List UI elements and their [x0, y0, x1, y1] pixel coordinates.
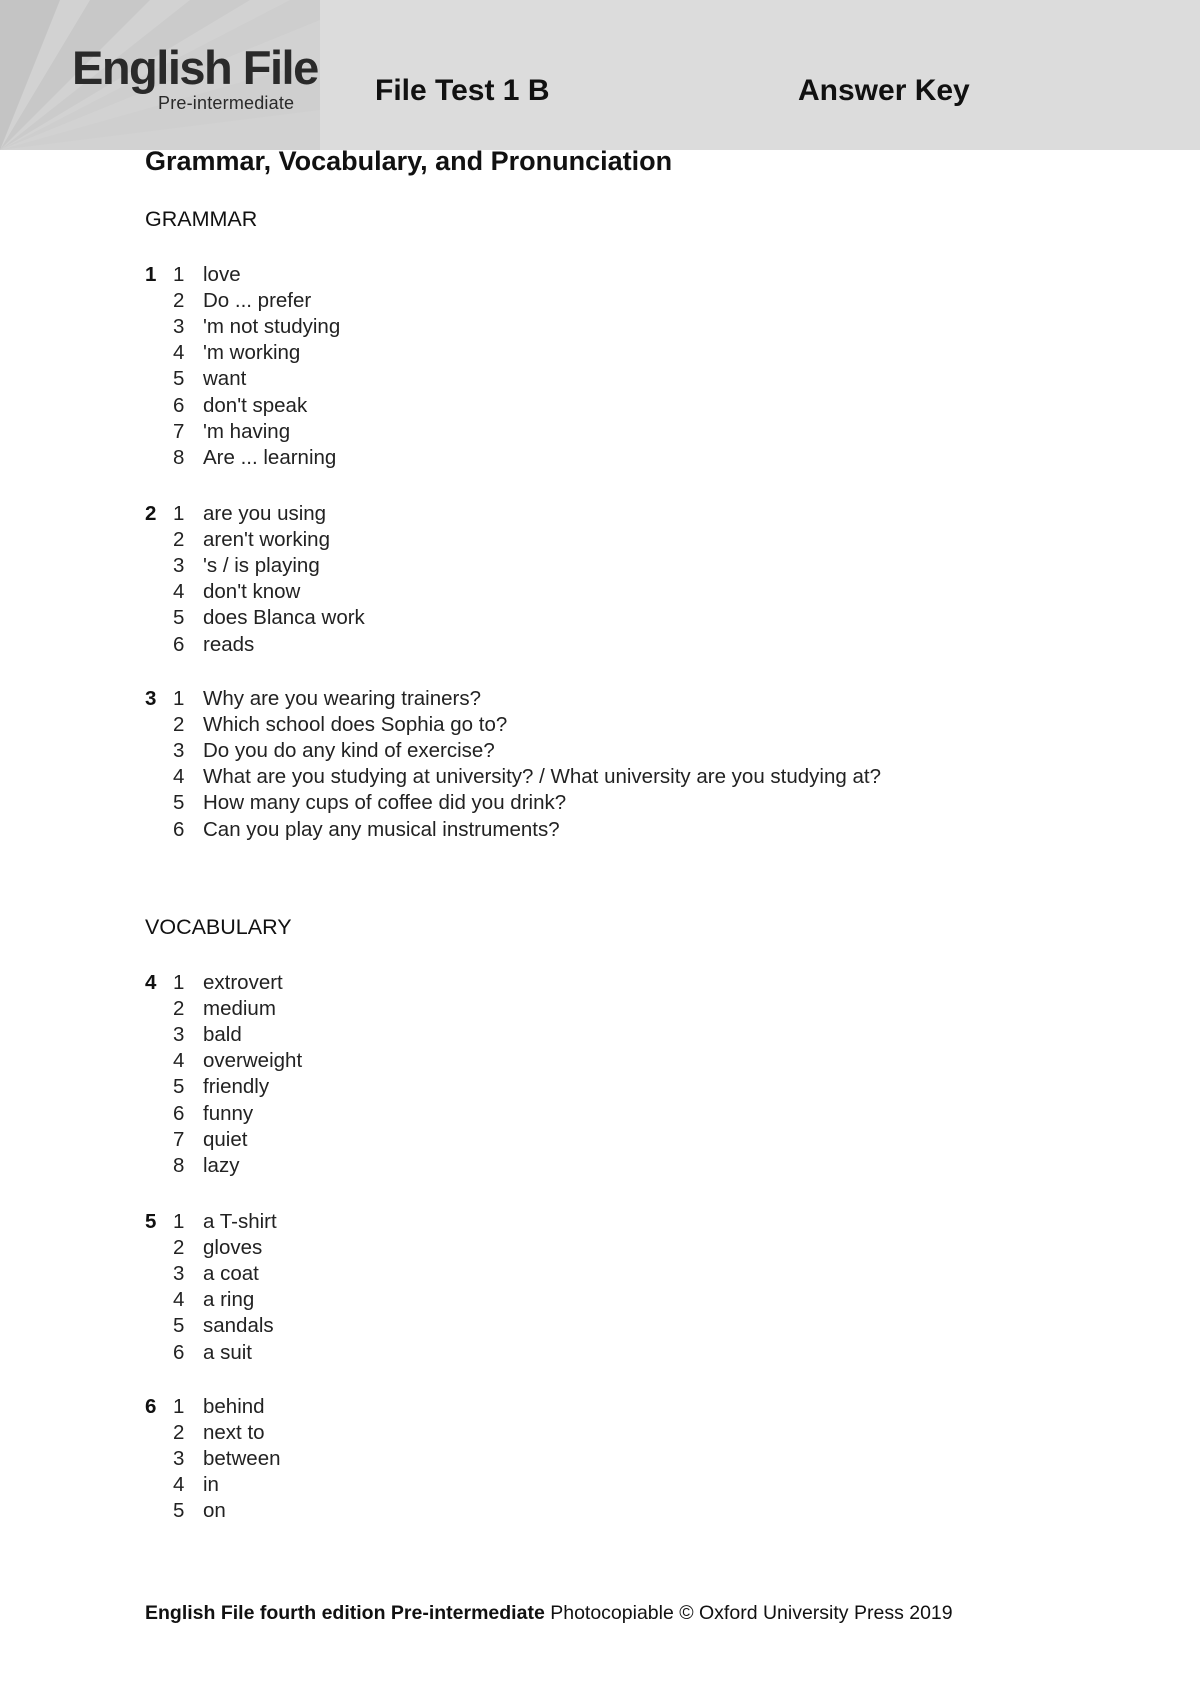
answer-row	[145, 738, 881, 764]
item-number: 5	[173, 1314, 185, 1338]
item-number: 3	[173, 1447, 185, 1471]
answer-text: a suit	[203, 1340, 252, 1364]
item-number: 1	[173, 263, 185, 287]
exercise-number: 6	[145, 1395, 157, 1419]
exercise-number: 1	[145, 263, 157, 287]
answer-text: overweight	[203, 1049, 303, 1073]
answer-text: next to	[203, 1421, 265, 1445]
exercise-5	[145, 1209, 277, 1366]
answer-text: extrovert	[203, 971, 283, 995]
item-number: 3	[173, 554, 185, 578]
item-number: 2	[173, 1421, 185, 1445]
answer-text: a T-shirt	[203, 1210, 277, 1234]
answer-row	[145, 970, 302, 996]
answer-text: want	[203, 367, 247, 391]
answer-row	[145, 579, 365, 605]
answer-row	[145, 527, 365, 553]
item-number: 2	[173, 1236, 185, 1260]
exercise-4	[145, 970, 302, 1179]
item-number: 5	[173, 1075, 185, 1099]
item-number: 3	[173, 1023, 185, 1047]
answer-row	[145, 1235, 277, 1261]
item-number: 5	[173, 606, 185, 630]
answer-text: funny	[203, 1101, 254, 1125]
answer-row	[145, 262, 340, 288]
item-number: 8	[173, 1153, 185, 1177]
answer-text: friendly	[203, 1075, 270, 1099]
exercise-number: 5	[145, 1210, 157, 1234]
answer-text: Do ... prefer	[203, 289, 312, 313]
answer-row	[145, 996, 302, 1022]
answer-text: aren't working	[203, 528, 330, 552]
answer-text: What are you studying at university? / What university are you studying at?	[203, 765, 881, 789]
item-number: 7	[173, 1127, 185, 1151]
answer-text: love	[203, 263, 241, 287]
exercise-number: 2	[145, 502, 157, 526]
item-number: 1	[173, 687, 185, 711]
answer-row	[145, 1472, 281, 1498]
answer-text: behind	[203, 1395, 265, 1419]
answer-row	[145, 1153, 302, 1179]
item-number: 4	[173, 341, 185, 365]
answer-row	[145, 1446, 281, 1472]
item-number: 4	[173, 580, 185, 604]
answer-text: between	[203, 1447, 281, 1471]
exercise-number: 3	[145, 687, 157, 711]
item-number: 1	[173, 502, 185, 526]
logo-title: English File	[72, 41, 318, 94]
item-number: 5	[173, 1499, 185, 1523]
answer-text: on	[203, 1499, 226, 1523]
item-number: 2	[173, 528, 185, 552]
answer-row	[145, 816, 881, 842]
item-number: 6	[173, 632, 185, 656]
answer-text: Do you do any kind of exercise?	[203, 739, 495, 763]
answer-text: gloves	[203, 1236, 263, 1260]
footer-copyright	[145, 1602, 953, 1625]
exercise-6	[145, 1394, 281, 1524]
exercise-1	[145, 262, 340, 471]
answer-row	[145, 1394, 281, 1420]
item-number: 5	[173, 367, 185, 391]
answer-text: in	[203, 1473, 219, 1497]
answer-row	[145, 1261, 277, 1287]
answer-row	[145, 1100, 302, 1126]
vocabulary-heading: VOCABULARY	[145, 915, 292, 939]
item-number: 4	[173, 765, 185, 789]
answer-text: don't speak	[203, 393, 308, 417]
answer-text: Why are you wearing trainers?	[203, 687, 482, 711]
answer-row	[145, 445, 340, 471]
answer-row	[145, 686, 881, 712]
answer-text: a coat	[203, 1262, 259, 1286]
answer-row	[145, 314, 340, 340]
answer-text: bald	[203, 1023, 242, 1047]
answer-row	[145, 392, 340, 418]
item-number: 2	[173, 997, 185, 1021]
answer-text: Which school does Sophia go to?	[203, 713, 508, 737]
answer-row	[145, 1074, 302, 1100]
answer-text: reads	[203, 632, 255, 656]
footer-edition: English File fourth edition Pre-intermediate	[145, 1602, 545, 1624]
answer-text: 's / is playing	[203, 554, 320, 578]
item-number: 6	[173, 393, 185, 417]
answer-row	[145, 1287, 277, 1313]
answer-row	[145, 631, 365, 657]
item-number: 2	[173, 713, 185, 737]
answer-row	[145, 1022, 302, 1048]
answer-row	[145, 1048, 302, 1074]
exercise-number: 4	[145, 971, 157, 995]
item-number: 4	[173, 1288, 185, 1312]
logo-subtitle: Pre-intermediate	[158, 93, 295, 113]
item-number: 3	[173, 315, 185, 339]
item-number: 2	[173, 289, 185, 313]
answer-text: quiet	[203, 1127, 248, 1151]
item-number: 4	[173, 1473, 185, 1497]
item-number: 1	[173, 971, 185, 995]
answer-key-label: Answer Key	[798, 74, 970, 107]
answer-row	[145, 553, 365, 579]
answer-text: 'm working	[203, 341, 301, 365]
answer-row	[145, 366, 340, 392]
answer-row	[145, 712, 881, 738]
exercise-3	[145, 686, 881, 843]
grammar-heading: GRAMMAR	[145, 207, 258, 231]
answer-row	[145, 1127, 302, 1153]
answer-text: don't know	[203, 580, 301, 604]
answer-row	[145, 764, 881, 790]
english-file-logo	[72, 41, 318, 114]
answer-row	[145, 605, 365, 631]
answer-text: a ring	[203, 1288, 255, 1312]
answer-text: sandals	[203, 1314, 274, 1338]
item-number: 6	[173, 1340, 185, 1364]
answer-row	[145, 1313, 277, 1339]
item-number: 3	[173, 739, 185, 763]
answer-text: Can you play any musical instruments?	[203, 817, 560, 841]
answer-row	[145, 790, 881, 816]
item-number: 4	[173, 1049, 185, 1073]
item-number: 3	[173, 1262, 185, 1286]
answer-text: lazy	[203, 1153, 240, 1177]
answer-text: 'm not studying	[203, 315, 341, 339]
answer-text: How many cups of coffee did you drink?	[203, 791, 567, 815]
item-number: 5	[173, 791, 185, 815]
answer-row	[145, 1420, 281, 1446]
answer-row	[145, 340, 340, 366]
header-band	[0, 0, 1200, 150]
item-number: 7	[173, 419, 185, 443]
exercise-2	[145, 501, 365, 658]
item-number: 8	[173, 445, 185, 469]
answer-text: Are ... learning	[203, 445, 337, 469]
answer-row	[145, 1209, 277, 1235]
item-number: 1	[173, 1395, 185, 1419]
item-number: 1	[173, 1210, 185, 1234]
item-number: 6	[173, 817, 185, 841]
footer-copyright-text: Photocopiable © Oxford University Press 2019	[544, 1602, 953, 1624]
answer-text: 'm having	[203, 419, 291, 443]
page-title: Grammar, Vocabulary, and Pronunciation	[145, 146, 673, 176]
answer-row	[145, 501, 365, 527]
answer-row	[145, 1498, 281, 1524]
answer-text: are you using	[203, 502, 327, 526]
test-title: File Test 1 B	[375, 74, 550, 107]
answer-row	[145, 288, 340, 314]
answer-text: does Blanca work	[203, 606, 365, 630]
answer-text: medium	[203, 997, 276, 1021]
answer-row	[145, 1339, 277, 1365]
item-number: 6	[173, 1101, 185, 1125]
answer-row	[145, 419, 340, 445]
